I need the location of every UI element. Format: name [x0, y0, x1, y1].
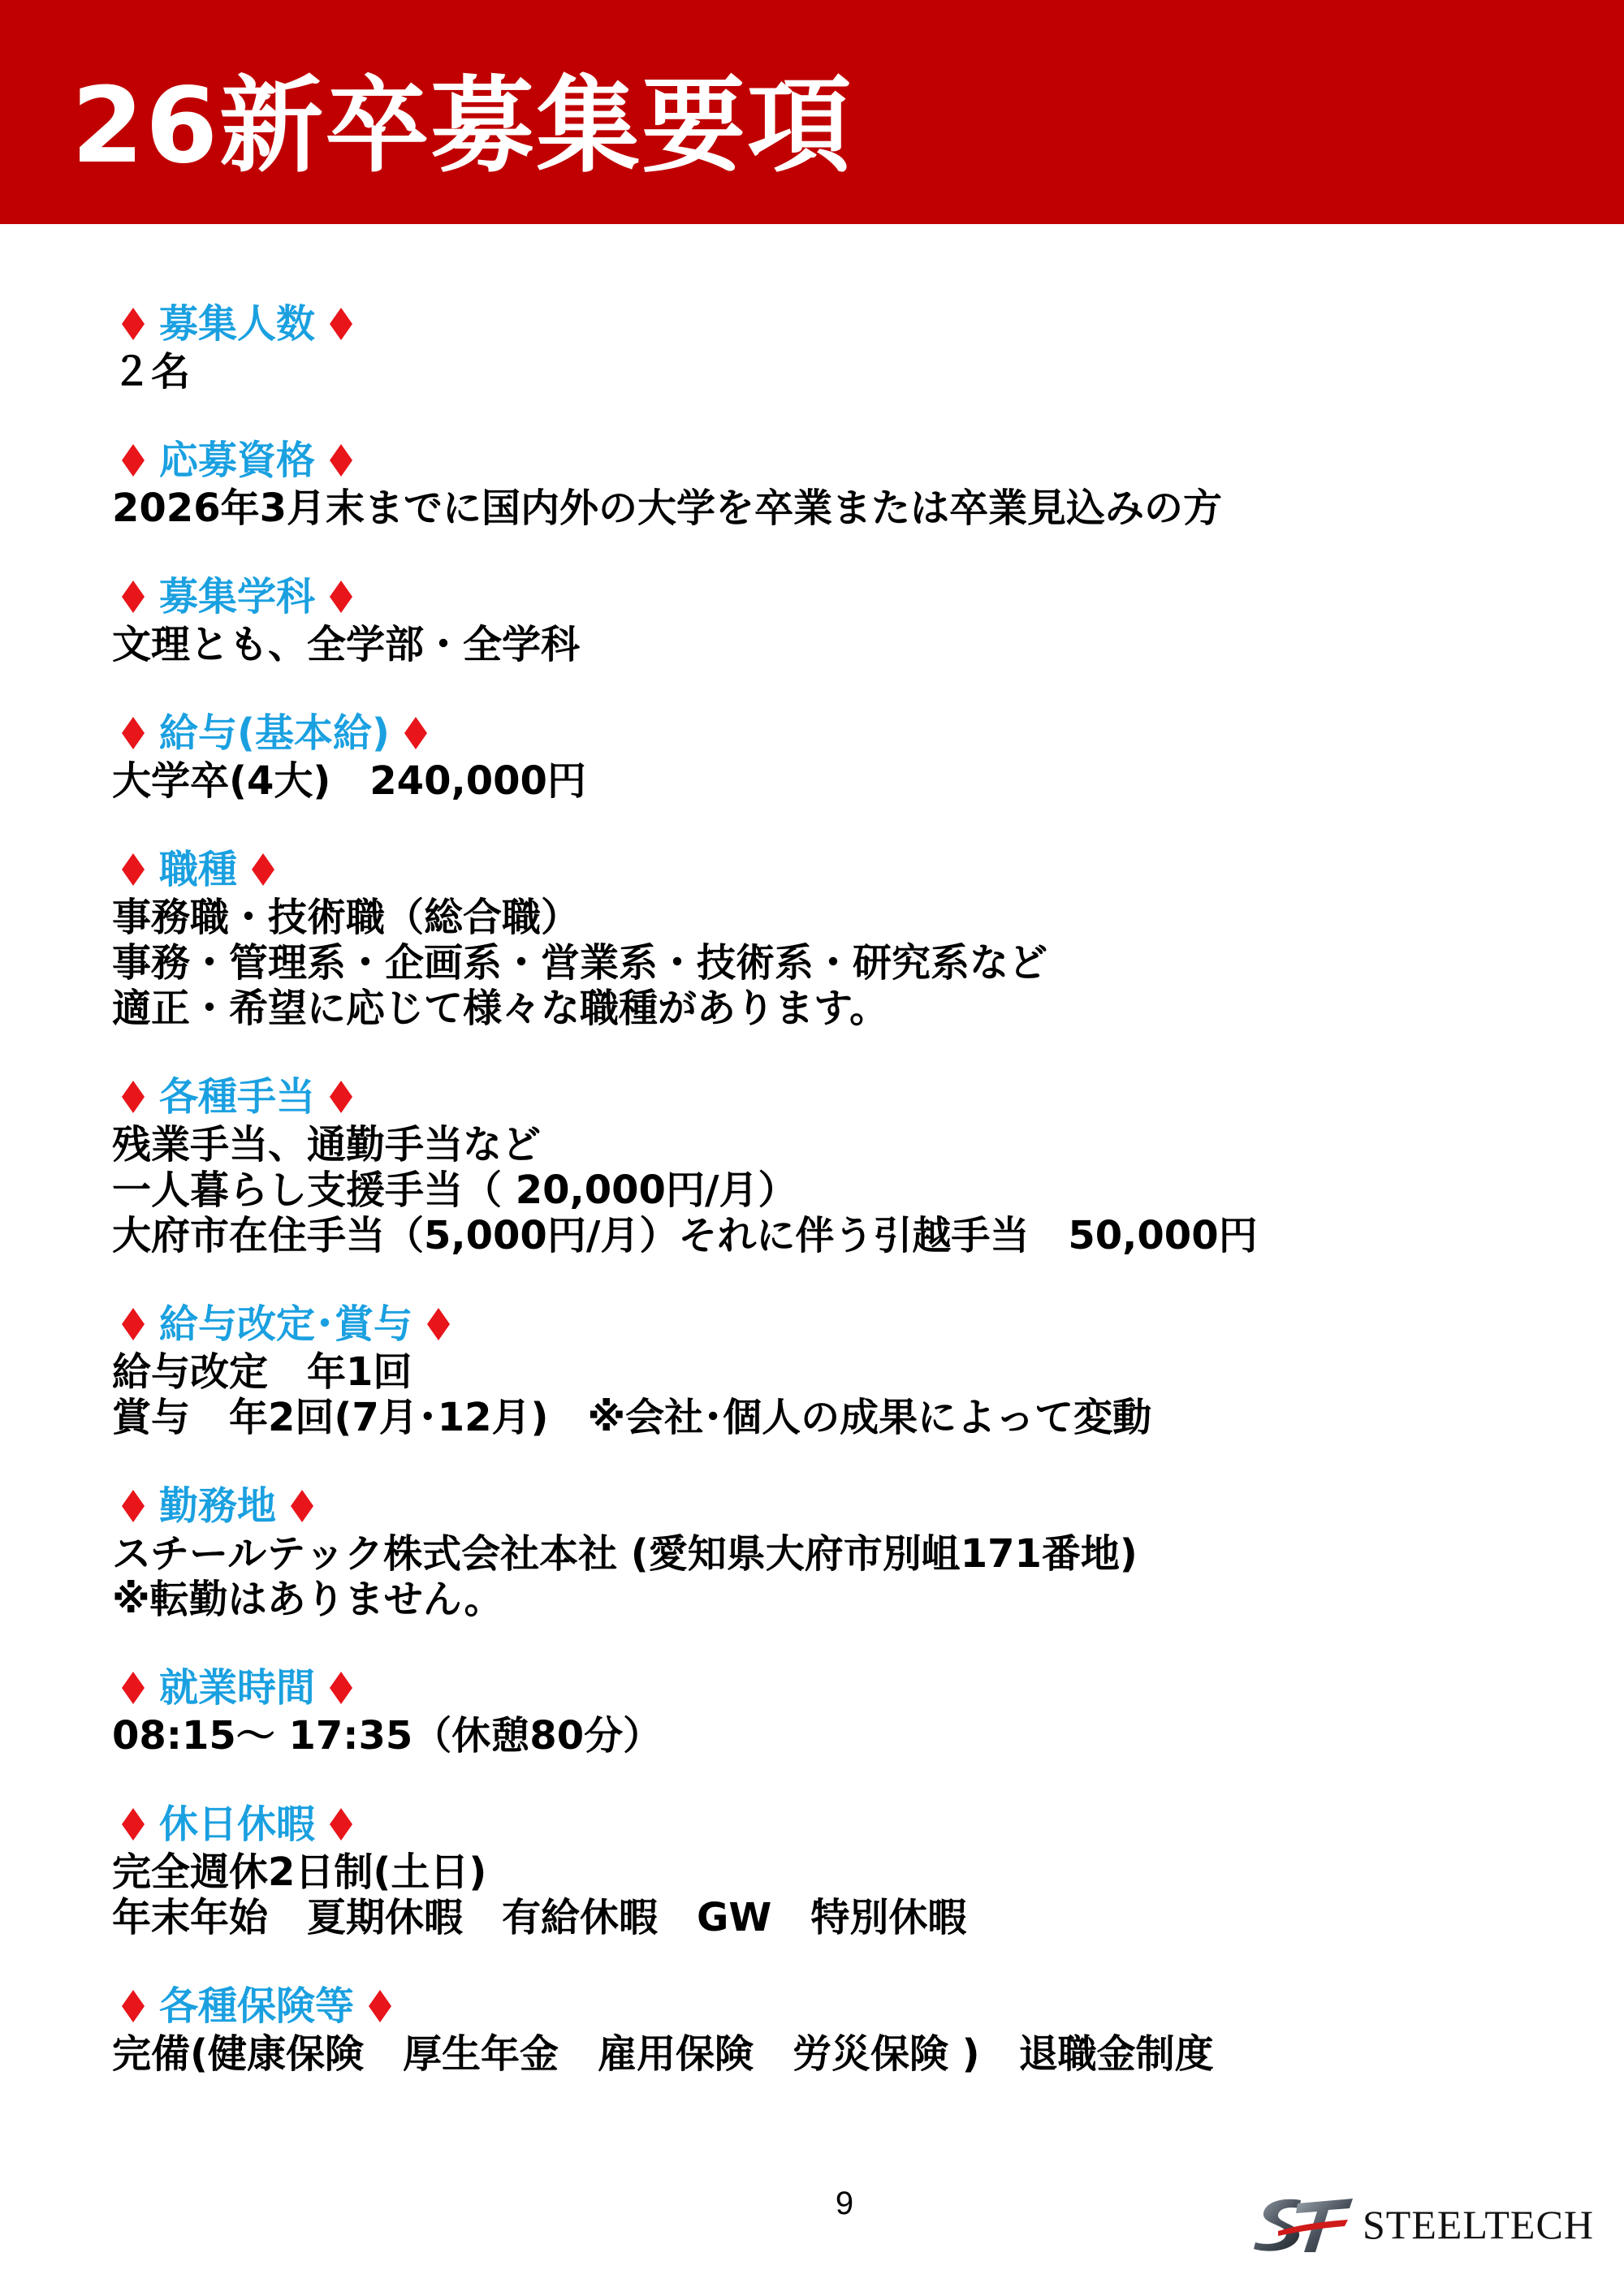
- section-text-line: 賞与 年2回(7月･12月) ※会社･個人の成果によって変動: [112, 1395, 1152, 1440]
- recruitment-section: [112, 435, 1574, 531]
- recruitment-section: [112, 572, 1574, 667]
- diamond-bullet-icon: [284, 1488, 320, 1524]
- recruitment-section: [112, 1299, 1574, 1440]
- diamond-bullet-icon: [362, 1988, 398, 2024]
- recruitment-section: [112, 844, 1574, 1031]
- diamond-bullet-icon: [115, 442, 151, 478]
- diamond-bullet-icon: [245, 852, 281, 887]
- diamond-bullet-icon: [115, 715, 151, 751]
- section-text-line: 2026年3月末までに国内外の大学を卒業または卒業見込みの方: [112, 486, 1222, 531]
- diamond-bullet-icon: [115, 306, 151, 342]
- section-text-line: 大学卒(4大) 240,000円: [112, 758, 586, 804]
- diamond-bullet-icon: [398, 715, 434, 751]
- section-text-line: ２名: [112, 349, 191, 395]
- section-text-line: スチールテック株式会社本社 (愛知県大府市別岨171番地): [112, 1531, 1138, 1577]
- recruitment-section: [112, 1072, 1574, 1258]
- recruitment-section: [112, 299, 1574, 395]
- diamond-bullet-icon: [323, 1670, 359, 1706]
- recruitment-section: [112, 1481, 1574, 1622]
- recruitment-section: [112, 1799, 1574, 1940]
- logo-text: STEELTECH: [1363, 2202, 1594, 2247]
- section-text-line: 大府市在住手当（5,000円/月）それに伴う引越手当 50,000円: [112, 1213, 1258, 1258]
- section-heading: [115, 299, 1574, 349]
- diamond-bullet-icon: [115, 1488, 151, 1524]
- section-heading-label: 各種保険等: [159, 1983, 355, 2029]
- section-text-line: ※転勤はありません。: [112, 1577, 503, 1622]
- section-heading-label: 各種手当: [159, 1074, 316, 1120]
- section-heading: [115, 435, 1574, 486]
- diamond-bullet-icon: [323, 306, 359, 342]
- section-text-line: 08:15～ 17:35（休憩80分）: [112, 1713, 663, 1759]
- section-heading-label: 勤務地: [159, 1483, 277, 1529]
- diamond-bullet-icon: [115, 852, 151, 887]
- recruitment-section: [112, 708, 1574, 804]
- recruitment-section: [112, 1981, 1574, 2077]
- section-text-line: 残業手当、通勤手当など: [112, 1122, 542, 1167]
- section-text-line: 完備(健康保険 厚生年金 雇用保険 労災保険 ) 退職金制度: [112, 2031, 1214, 2077]
- section-heading-label: 応募資格: [159, 438, 316, 483]
- diamond-bullet-icon: [323, 579, 359, 615]
- diamond-bullet-icon: [115, 1988, 151, 2024]
- section-heading: [115, 1799, 1574, 1849]
- diamond-bullet-icon: [115, 1670, 151, 1706]
- diamond-bullet-icon: [421, 1306, 456, 1342]
- section-heading: [115, 1072, 1574, 1122]
- section-text-line: 事務・管理系・企画系・営業系・技術系・研究系など: [112, 940, 1048, 986]
- section-heading-label: 就業時間: [159, 1665, 316, 1711]
- section-heading-label: 休日休暇: [159, 1802, 316, 1847]
- section-heading: [115, 572, 1574, 622]
- section-text-line: 完全週休2日制(土日): [112, 1849, 487, 1895]
- section-text-line: 文理とも、全学部・全学科: [112, 622, 581, 667]
- section-text-line: 年末年始 夏期休暇 有給休暇 GW 特別休暇: [112, 1895, 967, 1940]
- section-text-line: 給与改定 年1回: [112, 1349, 412, 1395]
- section-heading: [115, 844, 1574, 895]
- company-logo: [1250, 2192, 1594, 2257]
- section-heading: [115, 708, 1574, 758]
- header-band: [0, 0, 1624, 224]
- section-heading: [115, 1981, 1574, 2031]
- section-heading-label: 職種: [159, 847, 238, 892]
- recruitment-section: [112, 1663, 1574, 1759]
- diamond-bullet-icon: [115, 1306, 151, 1342]
- page-title: 26新卒募集要項: [71, 66, 853, 187]
- section-text-line: 一人暮らし支援手当（ 20,000円/月）: [112, 1167, 797, 1213]
- section-text-line: 事務職・技術職（総合職）: [112, 895, 581, 940]
- section-text-line: 適正・希望に応じて様々な職種があります。: [112, 986, 889, 1031]
- diamond-bullet-icon: [323, 1806, 359, 1842]
- section-heading: [115, 1299, 1574, 1349]
- section-heading-label: 給与(基本給): [159, 710, 390, 756]
- diamond-bullet-icon: [115, 1079, 151, 1115]
- diamond-bullet-icon: [115, 1806, 151, 1842]
- section-heading-label: 給与改定･賞与: [159, 1301, 413, 1347]
- steeltech-st-logo-icon: [1250, 2192, 1356, 2257]
- diamond-bullet-icon: [323, 442, 359, 478]
- page-number: 9: [835, 2186, 854, 2221]
- section-heading-label: 募集学科: [159, 574, 316, 619]
- diamond-bullet-icon: [323, 1079, 359, 1115]
- section-heading: [115, 1663, 1574, 1713]
- diamond-bullet-icon: [115, 579, 151, 615]
- section-heading-label: 募集人数: [159, 301, 316, 347]
- section-heading: [115, 1481, 1574, 1531]
- recruitment-sections: [112, 299, 1574, 2117]
